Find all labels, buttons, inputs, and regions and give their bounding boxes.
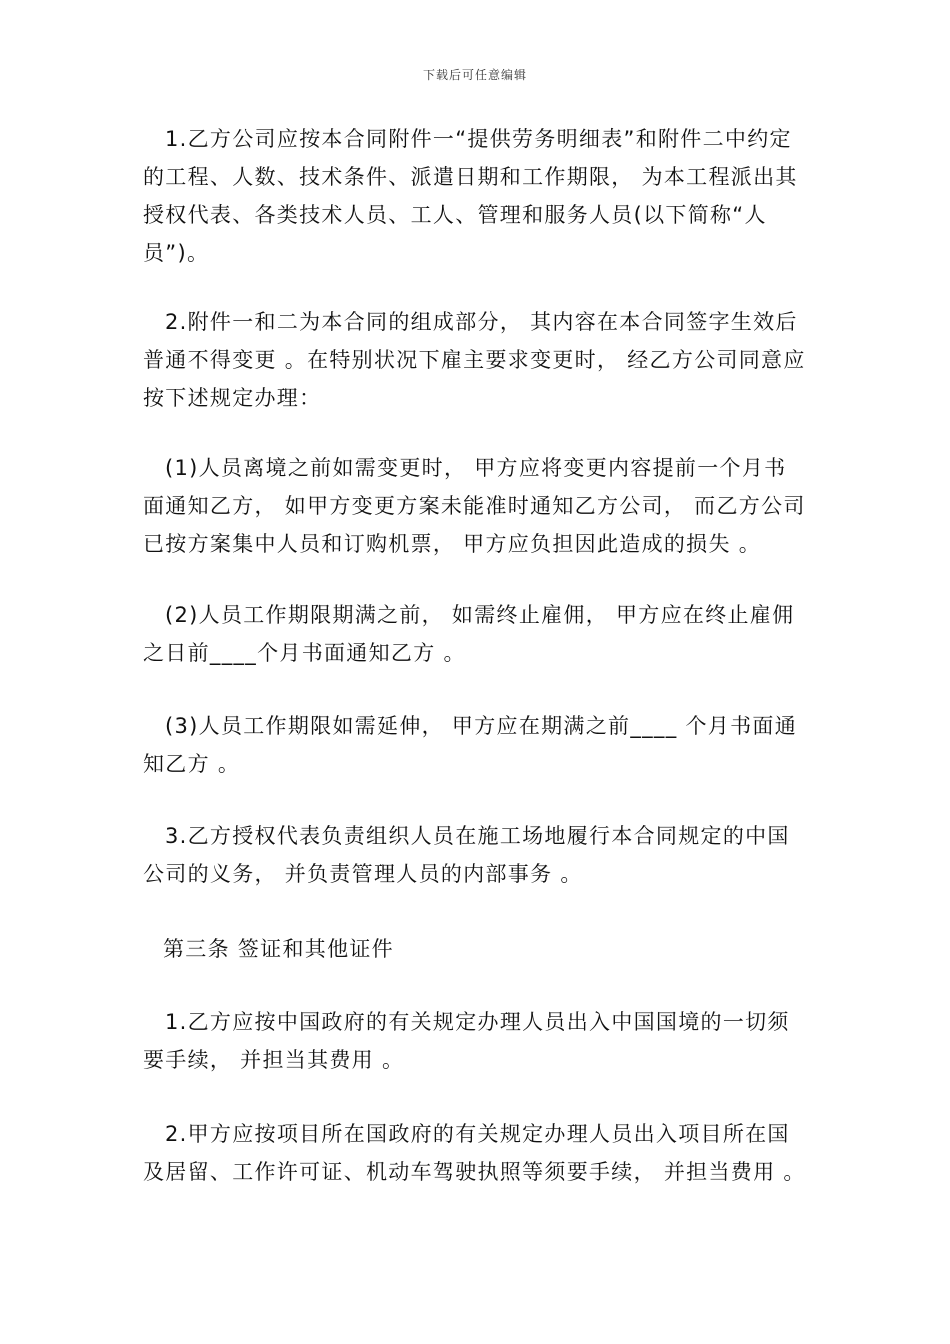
paragraph-6: 3.乙方授权代表负责组织人员在施工场地履行本合同规定的中国公司的义务， 并负责管理人员的内部事务 。 — [143, 824, 790, 886]
paragraph-8: 2.甲方应按项目所在国政府的有关规定办理人员出入项目所在国及居留、工作许可证、机动车驾驶执照等须要手续， 并担当费用 。 — [143, 1122, 806, 1184]
paragraph-3: (1)人员离境之前如需变更时， 甲方应将变更内容提前一个月书面通知乙方， 如甲方变更方案未能准时通知乙方公司， 而乙方公司已按方案集中人员和订购机票， 甲方应负担因此造成的损失 。 — [143, 456, 806, 556]
header-note: 下载后可任意编辑 — [422, 68, 527, 82]
paragraph-4: (2)人员工作期限期满之前， 如需终止雇佣， 甲方应在终止雇佣之日前____个月书面通知乙方 。 — [143, 603, 795, 665]
section-heading: 第三条 签证和其他证件 — [163, 937, 394, 961]
paragraph-5: (3)人员工作期限如需延伸， 甲方应在期满之前____ 个月书面通知乙方 。 — [143, 714, 797, 776]
paragraph-1: 1.乙方公司应按本合同附件一“提供劳务明细表”和附件二中约定的工程、人数、技术条件、派遣日期和工作期限， 为本工程派出其授权代表、各类技术人员、工人、管理和服务人员(以下简称“人员”)。 — [143, 127, 798, 265]
paragraph-2: 2.附件一和二为本合同的组成部分， 其内容在本合同签字生效后普通不得变更 。在特别状况下雇主要求变更时， 经乙方公司同意应按下述规定办理： — [143, 310, 806, 410]
paragraph-7: 1.乙方应按中国政府的有关规定办理人员出入中国国境的一切须要手续， 并担当其费用 。 — [143, 1010, 790, 1072]
